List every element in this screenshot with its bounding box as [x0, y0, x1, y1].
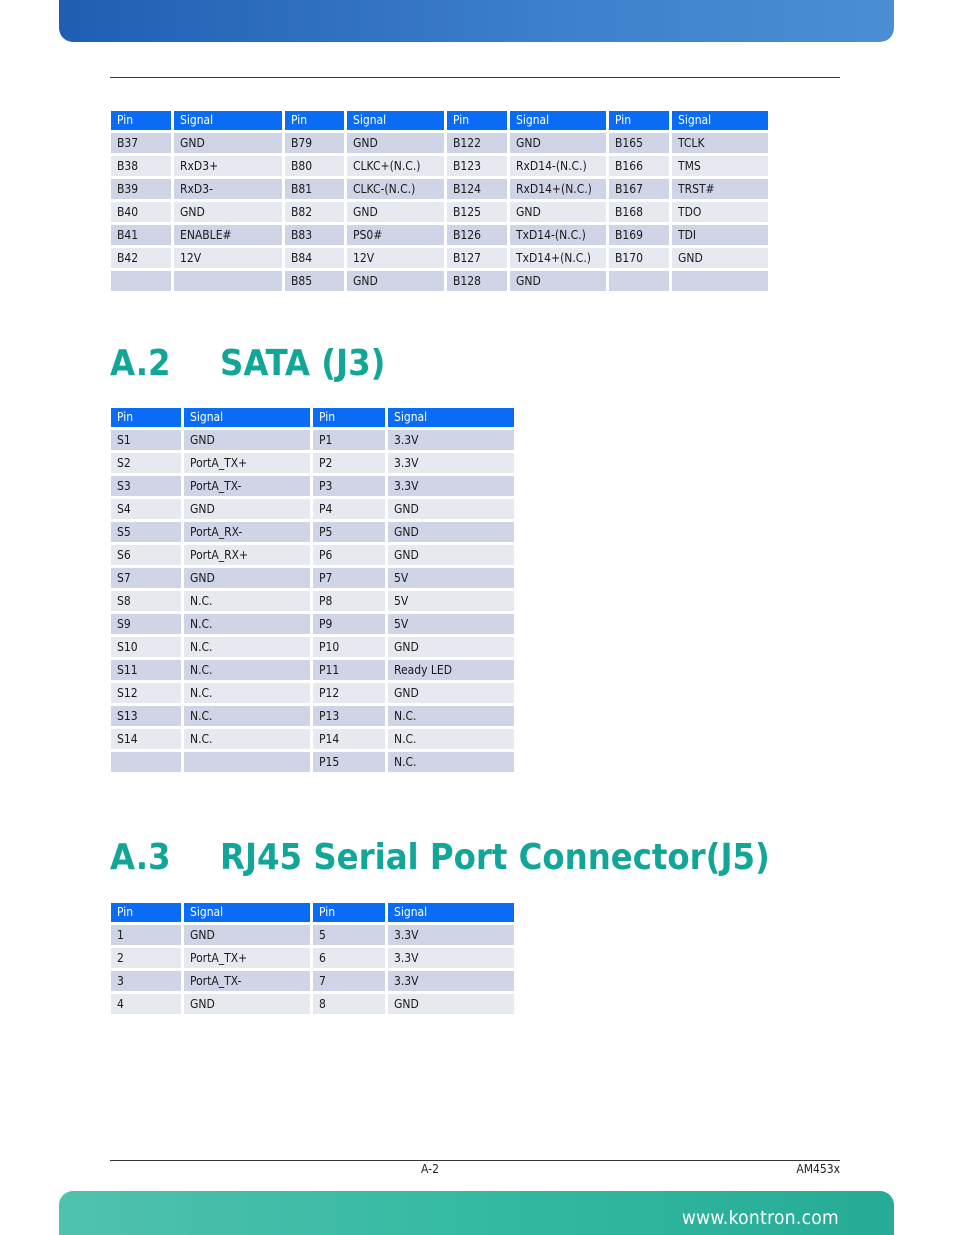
pin-cell: B122: [447, 133, 507, 153]
table-row: [111, 453, 514, 473]
pin-cell: S14: [111, 729, 181, 749]
signal-cell: 5V: [388, 568, 514, 588]
table-row: [111, 133, 768, 153]
signal-cell: 3.3V: [388, 948, 514, 968]
pin-cell: S11: [111, 660, 181, 680]
pin-cell: P12: [313, 683, 385, 703]
pin-cell: 5: [313, 925, 385, 945]
pin-cell: P7: [313, 568, 385, 588]
website-link[interactable]: www.kontron.com: [681, 1207, 839, 1229]
section-heading-rj45: [110, 838, 770, 878]
signal-cell: GND: [347, 133, 444, 153]
signal-cell: N.C.: [184, 683, 310, 703]
pin-cell: B40: [111, 202, 171, 222]
pinout-table-continued: [108, 108, 771, 294]
pin-cell: B166: [609, 156, 669, 176]
signal-cell: PortA_RX+: [184, 545, 310, 565]
pin-cell: 4: [111, 994, 181, 1014]
pin-cell: B169: [609, 225, 669, 245]
pin-cell: B39: [111, 179, 171, 199]
signal-cell: CLKC+(N.C.): [347, 156, 444, 176]
signal-cell: [184, 752, 310, 772]
header-rule: [110, 77, 840, 78]
signal-cell: GND: [388, 545, 514, 565]
column-header-pin: Pin: [313, 408, 385, 427]
pin-cell: B84: [285, 248, 344, 268]
signal-cell: N.C.: [388, 706, 514, 726]
pin-cell: B126: [447, 225, 507, 245]
signal-cell: GND: [672, 248, 768, 268]
signal-cell: N.C.: [184, 706, 310, 726]
pin-cell: P6: [313, 545, 385, 565]
signal-cell: [174, 271, 282, 291]
signal-cell: 3.3V: [388, 971, 514, 991]
column-header-signal: Signal: [388, 903, 514, 922]
signal-cell: GND: [510, 202, 606, 222]
signal-cell: ENABLE#: [174, 225, 282, 245]
pin-cell: P1: [313, 430, 385, 450]
pin-cell: P3: [313, 476, 385, 496]
pin-cell: S13: [111, 706, 181, 726]
pin-cell: B167: [609, 179, 669, 199]
pin-cell: B123: [447, 156, 507, 176]
table-row: [111, 683, 514, 703]
signal-cell: RxD14-(N.C.): [510, 156, 606, 176]
table-row: [111, 948, 514, 968]
pin-cell: B128: [447, 271, 507, 291]
pin-cell: P9: [313, 614, 385, 634]
signal-cell: RxD3-: [174, 179, 282, 199]
signal-cell: N.C.: [184, 614, 310, 634]
signal-cell: N.C.: [184, 637, 310, 657]
table-row: [111, 591, 514, 611]
pin-cell: B124: [447, 179, 507, 199]
signal-cell: 12V: [347, 248, 444, 268]
signal-cell: N.C.: [184, 729, 310, 749]
signal-cell: GND: [174, 202, 282, 222]
table-row: [111, 729, 514, 749]
signal-cell: N.C.: [184, 591, 310, 611]
footer-rule: [110, 1160, 840, 1161]
signal-cell: GND: [184, 430, 310, 450]
table-row: [111, 476, 514, 496]
pin-cell: P2: [313, 453, 385, 473]
section-number: A.2: [110, 343, 171, 384]
pin-cell: P4: [313, 499, 385, 519]
table-row: [111, 614, 514, 634]
pin-cell: S10: [111, 637, 181, 657]
column-header-signal: Signal: [347, 111, 444, 130]
column-header-pin: Pin: [111, 111, 171, 130]
pin-cell: S2: [111, 453, 181, 473]
pin-cell: [609, 271, 669, 291]
rj45-pinout-table: [108, 900, 517, 1017]
signal-cell: GND: [388, 683, 514, 703]
section-heading-sata: [110, 344, 385, 384]
signal-cell: PS0#: [347, 225, 444, 245]
pin-cell: B42: [111, 248, 171, 268]
pin-cell: B165: [609, 133, 669, 153]
table-row: [111, 499, 514, 519]
pin-cell: P13: [313, 706, 385, 726]
pin-cell: S3: [111, 476, 181, 496]
signal-cell: Ready LED: [388, 660, 514, 680]
signal-cell: GND: [347, 202, 444, 222]
signal-cell: PortA_TX+: [184, 453, 310, 473]
pin-cell: S12: [111, 683, 181, 703]
pin-cell: 3: [111, 971, 181, 991]
column-header-signal: Signal: [184, 408, 310, 427]
section-title: RJ45 Serial Port Connector(J5): [220, 837, 770, 878]
signal-cell: GND: [388, 994, 514, 1014]
pin-cell: P10: [313, 637, 385, 657]
pin-cell: B127: [447, 248, 507, 268]
column-header-signal: Signal: [388, 408, 514, 427]
signal-cell: GND: [174, 133, 282, 153]
table-row: [111, 568, 514, 588]
signal-cell: RxD3+: [174, 156, 282, 176]
pin-cell: B168: [609, 202, 669, 222]
page-number: A-2: [421, 1162, 439, 1176]
pin-cell: P8: [313, 591, 385, 611]
table-row: [111, 271, 768, 291]
signal-cell: N.C.: [388, 729, 514, 749]
signal-cell: TxD14+(N.C.): [510, 248, 606, 268]
pin-cell: S9: [111, 614, 181, 634]
signal-cell: TDI: [672, 225, 768, 245]
signal-cell: GND: [510, 133, 606, 153]
product-name: AM453x: [796, 1162, 840, 1176]
table-row: [111, 179, 768, 199]
signal-cell: 3.3V: [388, 925, 514, 945]
signal-cell: 12V: [174, 248, 282, 268]
table-row: [111, 225, 768, 245]
column-header-pin: Pin: [447, 111, 507, 130]
column-header-pin: Pin: [111, 903, 181, 922]
signal-cell: GND: [184, 925, 310, 945]
signal-cell: TDO: [672, 202, 768, 222]
column-header-pin: Pin: [111, 408, 181, 427]
pin-cell: P5: [313, 522, 385, 542]
column-header-signal: Signal: [184, 903, 310, 922]
signal-cell: TRST#: [672, 179, 768, 199]
section-title: SATA (J3): [220, 343, 386, 384]
pin-cell: B82: [285, 202, 344, 222]
signal-cell: GND: [184, 568, 310, 588]
pin-cell: B85: [285, 271, 344, 291]
signal-cell: TxD14-(N.C.): [510, 225, 606, 245]
pin-cell: S5: [111, 522, 181, 542]
signal-cell: GND: [510, 271, 606, 291]
pin-cell: 2: [111, 948, 181, 968]
pin-cell: S6: [111, 545, 181, 565]
signal-cell: GND: [388, 499, 514, 519]
table-row: [111, 925, 514, 945]
table-row: [111, 545, 514, 565]
table-row: [111, 660, 514, 680]
pin-cell: B41: [111, 225, 171, 245]
signal-cell: GND: [388, 637, 514, 657]
bottom-banner: [59, 1191, 894, 1235]
signal-cell: CLKC-(N.C.): [347, 179, 444, 199]
table-row: [111, 752, 514, 772]
pin-cell: S1: [111, 430, 181, 450]
pin-cell: P14: [313, 729, 385, 749]
table-row: [111, 248, 768, 268]
signal-cell: PortA_RX-: [184, 522, 310, 542]
signal-cell: GND: [184, 994, 310, 1014]
signal-cell: GND: [347, 271, 444, 291]
top-banner: [59, 0, 894, 42]
pin-cell: P15: [313, 752, 385, 772]
column-header-pin: Pin: [609, 111, 669, 130]
pin-cell: B81: [285, 179, 344, 199]
pin-cell: S7: [111, 568, 181, 588]
pin-cell: B80: [285, 156, 344, 176]
signal-cell: N.C.: [184, 660, 310, 680]
table-row: [111, 430, 514, 450]
pin-cell: 1: [111, 925, 181, 945]
signal-cell: 3.3V: [388, 430, 514, 450]
pin-cell: B38: [111, 156, 171, 176]
pin-cell: [111, 271, 171, 291]
column-header-signal: Signal: [174, 111, 282, 130]
signal-cell: 3.3V: [388, 453, 514, 473]
pin-cell: B125: [447, 202, 507, 222]
signal-cell: 5V: [388, 614, 514, 634]
pin-cell: 7: [313, 971, 385, 991]
signal-cell: PortA_TX-: [184, 476, 310, 496]
signal-cell: GND: [388, 522, 514, 542]
pin-cell: B79: [285, 133, 344, 153]
pin-cell: 8: [313, 994, 385, 1014]
pin-cell: B37: [111, 133, 171, 153]
section-number: A.3: [110, 837, 171, 878]
sata-pinout-table: [108, 405, 517, 775]
signal-cell: 5V: [388, 591, 514, 611]
pin-cell: S8: [111, 591, 181, 611]
pin-cell: S4: [111, 499, 181, 519]
table-row: [111, 202, 768, 222]
signal-cell: PortA_TX+: [184, 948, 310, 968]
signal-cell: RxD14+(N.C.): [510, 179, 606, 199]
signal-cell: [672, 271, 768, 291]
table-row: [111, 994, 514, 1014]
column-header-signal: Signal: [510, 111, 606, 130]
signal-cell: 3.3V: [388, 476, 514, 496]
pin-cell: B83: [285, 225, 344, 245]
pin-cell: P11: [313, 660, 385, 680]
column-header-pin: Pin: [313, 903, 385, 922]
signal-cell: TMS: [672, 156, 768, 176]
pin-cell: B170: [609, 248, 669, 268]
table-row: [111, 522, 514, 542]
pin-cell: [111, 752, 181, 772]
pin-cell: 6: [313, 948, 385, 968]
table-row: [111, 971, 514, 991]
column-header-signal: Signal: [672, 111, 768, 130]
table-row: [111, 706, 514, 726]
signal-cell: GND: [184, 499, 310, 519]
signal-cell: TCLK: [672, 133, 768, 153]
table-row: [111, 637, 514, 657]
signal-cell: N.C.: [388, 752, 514, 772]
column-header-pin: Pin: [285, 111, 344, 130]
table-row: [111, 156, 768, 176]
signal-cell: PortA_TX-: [184, 971, 310, 991]
